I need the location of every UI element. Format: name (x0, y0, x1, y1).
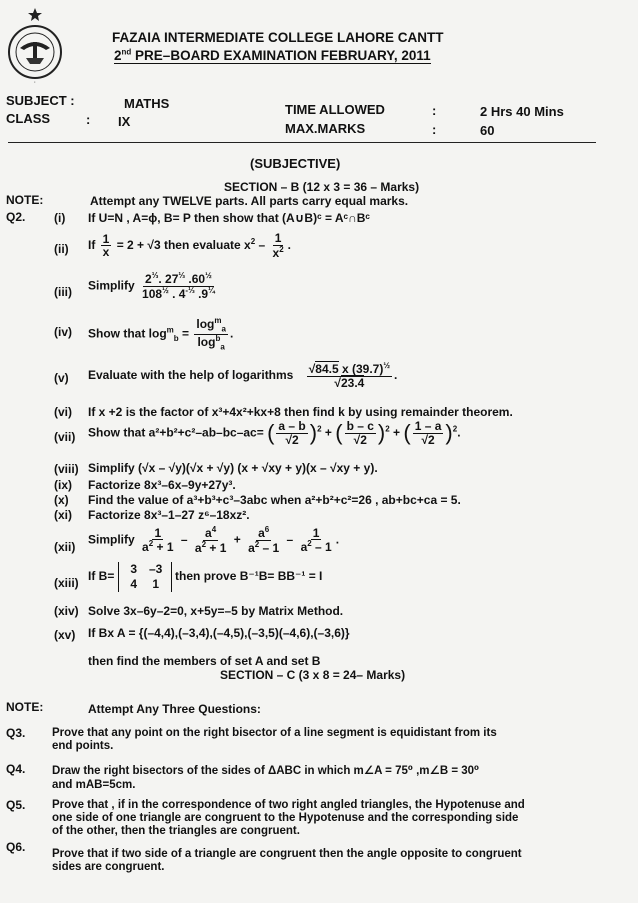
time-colon: : (432, 103, 437, 118)
q6-label: Q6. (6, 840, 26, 854)
college-name: FAZAIA INTERMEDIATE COLLEGE LAHORE CANTT (112, 30, 444, 45)
class-label: CLASS (6, 111, 51, 126)
exam-title: 2nd PRE–BOARD EXAMINATION FEBRUARY, 2011 (114, 47, 431, 63)
matrix-b: 3 –3 4 1 (118, 562, 172, 592)
subjective-title: (SUBJECTIVE) (250, 156, 341, 171)
subject-label: SUBJECT : (6, 93, 75, 108)
q2-label: Q2. (6, 210, 26, 224)
header-divider (8, 142, 596, 143)
q2-iv-text: Show that $\log^m_b$ = $\frac{\log^m_a}{\log^b_a}$ . (88, 316, 234, 352)
q5-line3: of the other, then the triangles are congruent. (52, 825, 300, 837)
q2-i-text: If U=N , A=ϕ, B= P then show that (A∪B)ᶜ = Aᶜ∩Bᶜ (88, 211, 370, 225)
q6-line2: sides are congruent. (52, 861, 165, 873)
q4-line1: Draw the right bisectors of the sides of ΔABC in which m∠A = 75⁰ ,m∠B = 30⁰ (52, 765, 480, 777)
q2-ii-num: (ii) (54, 242, 69, 256)
note-c-text: Attempt Any Three Questions: (88, 702, 261, 716)
q2-iii-text: Simplify $\frac{2^{\frac{1}{3}}. 27^{\frac{1}{3}} .60^{\frac{1}{2}}}{108^{\frac{1}{2}} . 4^{-\frac{1}{3}} .9^{\frac{1}{4}}}$ (88, 271, 215, 301)
q2-xiii-num: (xiii) (54, 576, 79, 590)
q2-xii-num: (xii) (54, 540, 76, 554)
subject-value: MATHS (124, 96, 170, 111)
q2-x-text: Find the value of a³+b³+c³–3abc when a²+b²+c²=26 , ab+bc+ca = 5. (88, 493, 461, 507)
q2-xiv-num: (xiv) (54, 604, 79, 618)
section-c-heading: SECTION – C (3 x 8 = 24– Marks) (220, 668, 406, 682)
q2-xiii-text: If B= 3 –3 4 1 then prove B⁻¹B= BB⁻¹ = I (88, 562, 323, 591)
q2-xv-text: If Bx A = {(–4,4),(–3,4),(–4,5),(–3,5)(–4,6),(–3,6)} (88, 626, 350, 640)
note-b-label: NOTE: (6, 193, 44, 207)
note-c-label: NOTE: (6, 700, 44, 714)
class-value: IX (118, 114, 131, 129)
college-crest-logo (6, 6, 64, 88)
q2-v-text: Evaluate with the help of logarithms $\frac{√84.5 x (39.7)^{\frac{1}{2}}}{√23.4}$ . (88, 361, 398, 390)
note-b-text: Attempt any TWELVE parts. All parts carry equal marks. (90, 194, 409, 208)
q2-xi-text: Factorize 8x³–1–27 z⁶–18xz². (88, 508, 250, 522)
marks-colon: : (432, 122, 437, 137)
q6-line1: Prove that if two side of a triangle are congruent then the angle opposite to congruent (52, 848, 522, 860)
q2-iv-num: (iv) (54, 325, 72, 339)
q3-label: Q3. (6, 726, 26, 740)
q2-vi-text: If x +2 is the factor of x³+4x²+kx+8 then find k by using remainder theorem. (88, 405, 513, 419)
q2-xv-num: (xv) (54, 628, 76, 642)
time-value: 2 Hrs 40 Mins (480, 104, 564, 119)
q2-iii-num: (iii) (54, 285, 72, 299)
q2-v-num: (v) (54, 371, 69, 385)
q5-line1: Prove that , if in the correspondence of two right angled triangles, the Hypotenuse and (52, 799, 525, 811)
time-label: TIME ALLOWED (285, 102, 385, 117)
section-b-heading: SECTION – B (12 x 3 = 36 – Marks) (224, 180, 420, 194)
q2-xiv-text: Solve 3x–6y–2=0, x+5y=–5 by Matrix Method. (88, 604, 344, 618)
q2-vi-num: (vi) (54, 405, 72, 419)
q2-vii-num: (vii) (54, 430, 76, 444)
marks-value: 60 (480, 123, 495, 138)
q2-vii-text: Show that a²+b²+c²–ab–bc–ac= ( $\frac{a - b}{√2}$ )$^2$ + ( $\frac{b - c}{√2}$ )$^2$ + ( $\frac{1 - a}{√2}$ )$^2$. (88, 419, 461, 447)
q2-xi-num: (xi) (54, 508, 72, 522)
q2-i-num: (i) (54, 211, 66, 225)
q2-viii-num: (viii) (54, 462, 79, 476)
q3-line2: end points. (52, 740, 114, 752)
q2-x-num: (x) (54, 493, 69, 507)
q2-viii-text: Simplify (√x – √y)(√x + √y) (x + √xy + y)(x – √xy + y). (88, 461, 378, 475)
q2-xii-text: Simplify $\frac{1}{a^2 + 1}$ – $\frac{a^4}{a^2 + 1}$ + $\frac{a^6}{a^2 - 1}$ – $\frac{1}{a^2 - 1}$ . (88, 525, 340, 555)
svg-text:·: · (34, 80, 36, 86)
q2-ix-num: (ix) (54, 478, 72, 492)
marks-label: MAX.MARKS (285, 121, 366, 136)
q4-label: Q4. (6, 762, 26, 776)
q4-line2: and mAB=5cm. (52, 779, 136, 791)
q2-xv-tail: then find the members of set A and set B (88, 654, 321, 668)
q5-label: Q5. (6, 798, 26, 812)
class-colon: : (86, 112, 91, 127)
q3-line1: Prove that any point on the right bisector of a line segment is equidistant from its (52, 727, 497, 739)
q5-line2: one side of one triangle are congruent to the Hypotenuse and the corresponding side (52, 812, 519, 824)
q2-ix-text: Factorize 8x³–6x–9y+27y³. (88, 478, 236, 492)
q2-ii-text: If $\frac{1}{x}$ = 2 + √3 then evaluate $x^2$ – $\frac{1}{x^2}$ . (88, 231, 291, 260)
